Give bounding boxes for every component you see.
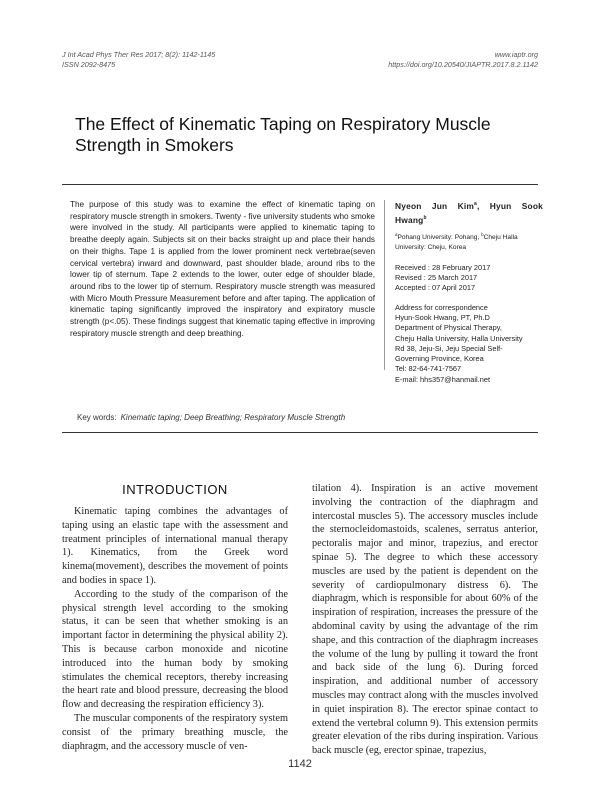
intro-paragraph-2: According to the study of the comparison of the physical strength level according to the smoking status, it can be seen that whether smoking is an important factor in determining the physical ability 2). This is because carbon monoxide and nicotine introduced into the human body by smoking stimulates the chemical receptors, thereby increasing the heart rate and blood pressure, decreasing the blood flow and decreasing the respiration efficiency 3). [62, 588, 288, 711]
correspondence-dept: Department of Physical Therapy, [395, 323, 502, 333]
keywords-value: Kinematic taping; Deep Breathing; Respiratory Muscle Strength [120, 413, 346, 422]
affiliation-b: Cheju Halla University: Cheju, Korea [395, 233, 518, 251]
keywords-rule [62, 432, 538, 433]
intro-paragraph-1: Kinematic taping combines the advantages of taping using an elastic tape with the assessment and treatment principles of international manual therapy 1). Kinematics, from the Greek word kinema(movement), describes the movement of points and bodies in space 1). [62, 506, 288, 586]
affiliation-a-sup: a [395, 231, 398, 237]
authors [395, 198, 543, 226]
author-1-sup: a [474, 201, 477, 207]
right-paragraph-1: tilation 4). Inspiration is an active movement involving the contraction of the diaphragm and intercostal muscles 5). The accessory muscles include the sternocleidomastoids, scalenes, serratus anterior, pectoralis major and minor, trapezius, and erector spinae 5). The degree to which these accessory muscles are used by the patient is dependent on the severity of cardiopulmonary distress 6). The diaphragm, which is responsible for about 60% of the inspiration of respiration, increases the pressure of the abdominal cavity by using the advantage of the rim shape, and this contraction of the diaphragm increases the volume of the lung by pulling it toward the front and back side of the lung 6). During forced inspiration, and additional number of accessory muscles may contract along with the muscles involved in quiet inspiration 8). The erector spinae contact to extend the vertebral column 9). This extension permits greater elevation of the ribs during inspiration. Various back muscle (eg, erector spinae, trapezius, [312, 483, 538, 757]
correspondence-email[interactable]: E-mail: hhs357@hanmail.net [395, 374, 491, 384]
revised-date: Revised : 25 March 2017 [395, 273, 478, 283]
affiliations [395, 230, 543, 253]
author-1: Nyeon Jun Kim [395, 200, 474, 211]
journal-header-right [388, 50, 538, 70]
correspondence-name: Hyun-Sook Hwang, PT, Ph.D [395, 312, 490, 322]
issn: ISSN 2092-8475 [62, 60, 116, 69]
column-divider [384, 200, 385, 370]
journal-header-left [62, 50, 215, 70]
paper-title: The Effect of Kinematic Taping on Respiratory Muscle Strength in Smokers [75, 114, 491, 155]
doi-link[interactable]: https://doi.org/10.20540/JIAPTR.2017.8.2.1142 [388, 60, 538, 69]
author-2-sup: b [423, 214, 427, 221]
correspondence-addr1: Rd 38, Jeju-Si, Jeju Special Self- [395, 343, 503, 353]
abstract: The purpose of this study was to examine the effect of kinematic taping on respiratory muscle strength in smokers. Twenty - five university students who smoke were involved in the study. All participants were applied to kinematic taping to breathe deeply again. Subjects sit on their backs straight up and place their hands on their thighs. Tape 1 is applied from the lower prominent neck vertebrae(seven cervical vertebra) inward and downward, past shoulder blade, around ribs to the lower tip of sternum. Tape 2 extends to the lower, outer edge of shoulder blade, around ribs to the lower tip of sternum. Respiratory muscle strength was measured with Micro Mouth Pressure Measurement before and after taping. The application of kinematic taping significantly improved the inspiratory and expiratory muscle strength (p<.05). These findings suggest that kinematic taping effective in improving respiratory muscle strength and deep breathing. [70, 200, 375, 338]
body-column-right [312, 482, 538, 758]
affiliation-b-sup: b [481, 231, 484, 237]
affiliation-a: Pohang University: Pohang, [397, 233, 482, 241]
correspondence-tel: Tel: 82-64-741-7567 [395, 364, 462, 374]
correspondence-univ: Cheju Halla University, Halla University [395, 333, 523, 343]
received-date: Received : 28 February 2017 [395, 262, 491, 272]
correspondence-addr2: Governing Province, Korea [395, 354, 484, 364]
keywords-label: Key words: [77, 413, 117, 422]
top-rule [62, 184, 538, 185]
intro-paragraph-3: The muscular components of the respiratory system consist of the primary breathing muscle, the diaphragm, and the accessory muscle of ven- [62, 712, 288, 752]
author-2: , Hyun Sook Hwang [395, 200, 544, 225]
journal-site-link[interactable]: www.iaptr.org [494, 50, 538, 59]
author-sidebar [395, 198, 543, 385]
accepted-date: Accepted : 07 April 2017 [395, 283, 476, 293]
page-number: 1142 [288, 758, 312, 770]
article-dates [395, 263, 543, 294]
section-heading-introduction: INTRODUCTION [122, 482, 228, 497]
body-column-left [62, 505, 288, 753]
journal-citation: J Int Acad Phys Ther Res 2017; 8(2): 1142-1145 [62, 50, 216, 59]
keywords [77, 413, 345, 422]
correspondence-heading: Address for correspondence [395, 302, 488, 312]
